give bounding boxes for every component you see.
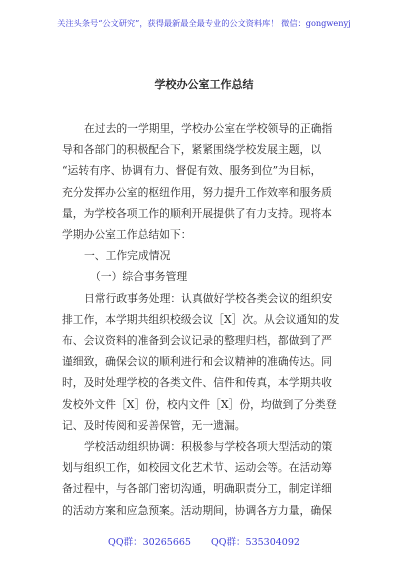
footer-contact <box>0 534 408 548</box>
paragraph-line: 学期办公室工作总结如下： <box>62 228 192 242</box>
footer-qq-group-1: QQ群：30265665 <box>108 537 191 548</box>
paragraph-line: 的活动方案和应急预案。活动期间，协调各方力量，确保 <box>62 503 332 517</box>
paragraph-line: 量，为学校各项工作的顺利开展提供了有力支持。现将本 <box>62 206 332 220</box>
paragraph-line: 日常行政事务处理：认真做好学校各类会议的组织安 <box>84 291 333 305</box>
paragraph-line: 划与组织工作，如校园文化艺术节、运动会等。在活动筹 <box>62 461 332 475</box>
paragraph-line: 充分发挥办公室的枢纽作用，努力提升工作效率和服务质 <box>62 185 332 199</box>
paragraph-line: 记、及时传阅和妥善保管，无一遗漏。 <box>62 418 246 432</box>
document-body <box>62 118 362 521</box>
footer-qq-group-2: QQ群：535304092 <box>210 537 300 548</box>
section-heading: 一、工作完成情况 <box>84 249 171 263</box>
paragraph-line: 学校活动组织协调：积极参与学校各项大型活动的策 <box>84 440 333 454</box>
header-banner: 关注头条号“公文研究”，获得最新最全最专业的公文资料库！ 微信：gongwenyj <box>57 18 351 28</box>
paragraph-line: 布、会议资料的准备到会议记录的整理归档，都做到了严 <box>62 334 332 348</box>
subsection-heading: （一）综合事务管理 <box>90 270 188 284</box>
document-title: 学校办公室工作总结 <box>154 78 254 91</box>
paragraph-line: 导和各部门的积极配合下，紧紧围绕学校发展主题，以 <box>62 143 322 157</box>
paragraph-line: “运转有序、协调有力、督促有效、服务到位”为目标， <box>62 164 322 178</box>
paragraph-line: 时，及时处理学校的各类文件、信件和传真，本学期共收 <box>62 376 332 390</box>
paragraph-line: 备过程中，与各部门密切沟通，明确职责分工，制定详细 <box>62 482 332 496</box>
paragraph-line: 发校外文件［X］份，校内文件［X］份，均做到了分类登 <box>62 397 337 411</box>
paragraph-line: 排工作，本学期共组织校级会议［X］次。从会议通知的发 <box>62 312 340 326</box>
paragraph-line: 在过去的一学期里，学校办公室在学校领导的正确指 <box>84 122 333 135</box>
paragraph-line: 谨细致，确保会议的顺利进行和会议精神的准确传达。同 <box>62 355 332 369</box>
